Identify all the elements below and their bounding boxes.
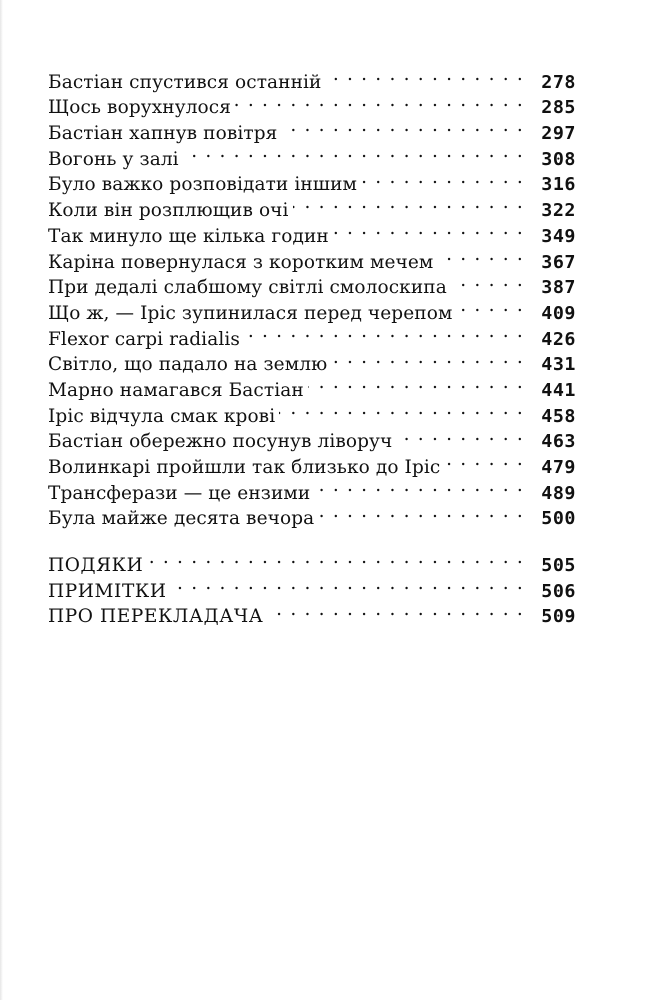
toc-entry-title: При дедалі слабшому світлі смолоскипа — [48, 277, 447, 299]
toc-dot-leader — [331, 345, 524, 371]
toc-entry-title: Бастіан спустився останній — [48, 71, 322, 93]
toc-entry-title: Що ж, — Іріс зупинилася перед черепом — [48, 302, 453, 324]
toc-entry-title: Вогонь у залі — [48, 148, 179, 170]
toc-dot-leader — [308, 370, 524, 396]
toc-entry-title: Каріна повернулася з коротким мечем — [48, 251, 434, 273]
toc-entry-title: ПОДЯКИ — [48, 555, 144, 577]
toc-page-number: 349 — [541, 226, 576, 247]
toc-dot-leader — [444, 447, 524, 473]
toc-entry-title: Була майже десята вечора — [48, 508, 315, 530]
toc-dot-leader — [267, 597, 524, 623]
toc-entry-title: Світло, що падало на землю — [48, 354, 328, 376]
toc-page-number: 297 — [541, 124, 576, 145]
toc-entry-title: Коли він розплющив очі — [48, 200, 289, 222]
toc-dot-leader — [183, 139, 524, 165]
table-of-contents — [48, 62, 576, 628]
back-matter-list — [48, 545, 576, 628]
toc-page-number: 426 — [541, 329, 576, 350]
toc-dot-leader — [171, 571, 524, 597]
toc-dot-leader — [437, 242, 524, 268]
toc-entry-title: Було важко розповідати іншим — [48, 174, 357, 196]
toc-entry-title: Flexor carpi radialis — [48, 328, 240, 350]
toc-page-number: 506 — [541, 581, 576, 602]
page-edge-shadow — [0, 0, 3, 1000]
toc-dot-leader — [244, 319, 524, 345]
toc-page-number: 322 — [541, 201, 576, 222]
toc-page-number: 367 — [541, 252, 576, 273]
toc-dot-leader — [279, 396, 524, 422]
toc-dot-leader — [235, 88, 524, 114]
toc-page-number: 316 — [541, 175, 576, 196]
toc-dot-leader — [396, 422, 524, 448]
toc-entry-title: ПРО ПЕРЕКЛАДАЧА — [48, 606, 264, 628]
toc-page-number: 441 — [541, 380, 576, 401]
toc-dot-leader — [451, 268, 524, 294]
toc-entry-title: Бастіан обережно посунув ліворуч — [48, 431, 393, 453]
toc-page-number: 387 — [541, 278, 576, 299]
toc-entry-title: Трансферази — це ензими — [48, 482, 311, 504]
toc-page-number: 431 — [541, 355, 576, 376]
toc-dot-leader — [361, 165, 524, 191]
toc-dot-leader — [333, 216, 524, 242]
toc-entry-title: Щось ворухнулося — [48, 97, 232, 119]
toc-page-number: 463 — [541, 432, 576, 453]
toc-page-number: 500 — [541, 509, 576, 530]
toc-entry-title: Так минуло ще кілька годин — [48, 225, 329, 247]
toc-dot-leader — [281, 113, 524, 139]
toc-dot-leader — [314, 473, 524, 499]
toc-entry[interactable] — [48, 62, 576, 93]
toc-page-number: 409 — [541, 303, 576, 324]
toc-dot-leader — [325, 62, 524, 88]
toc-page-number: 509 — [541, 607, 576, 628]
toc-page-number: 505 — [541, 556, 576, 577]
toc-entry-title: Марно намагався Бастіан — [48, 379, 304, 401]
toc-dot-leader — [293, 190, 524, 216]
toc-entry-title: Бастіан хапнув повітря — [48, 123, 278, 145]
toc-page-number: 489 — [541, 483, 576, 504]
toc-page-number: 285 — [541, 98, 576, 119]
toc-entry-title: Іріс відчула смак крові — [48, 405, 276, 427]
toc-dot-leader — [318, 499, 524, 525]
toc-dot-leader — [147, 545, 524, 571]
toc-entry-title: ПРИМІТКИ — [48, 580, 167, 602]
toc-page-number: 479 — [541, 458, 576, 478]
chapter-list — [48, 62, 576, 530]
toc-entry-acknowledgements[interactable] — [48, 545, 576, 577]
toc-page-number: 278 — [541, 72, 576, 93]
toc-page-number: 308 — [541, 149, 576, 170]
toc-entry-title: Волинкарі пройшли так близько до Іріс — [48, 457, 441, 478]
toc-page-number: 458 — [541, 406, 576, 427]
toc-dot-leader — [456, 293, 524, 319]
